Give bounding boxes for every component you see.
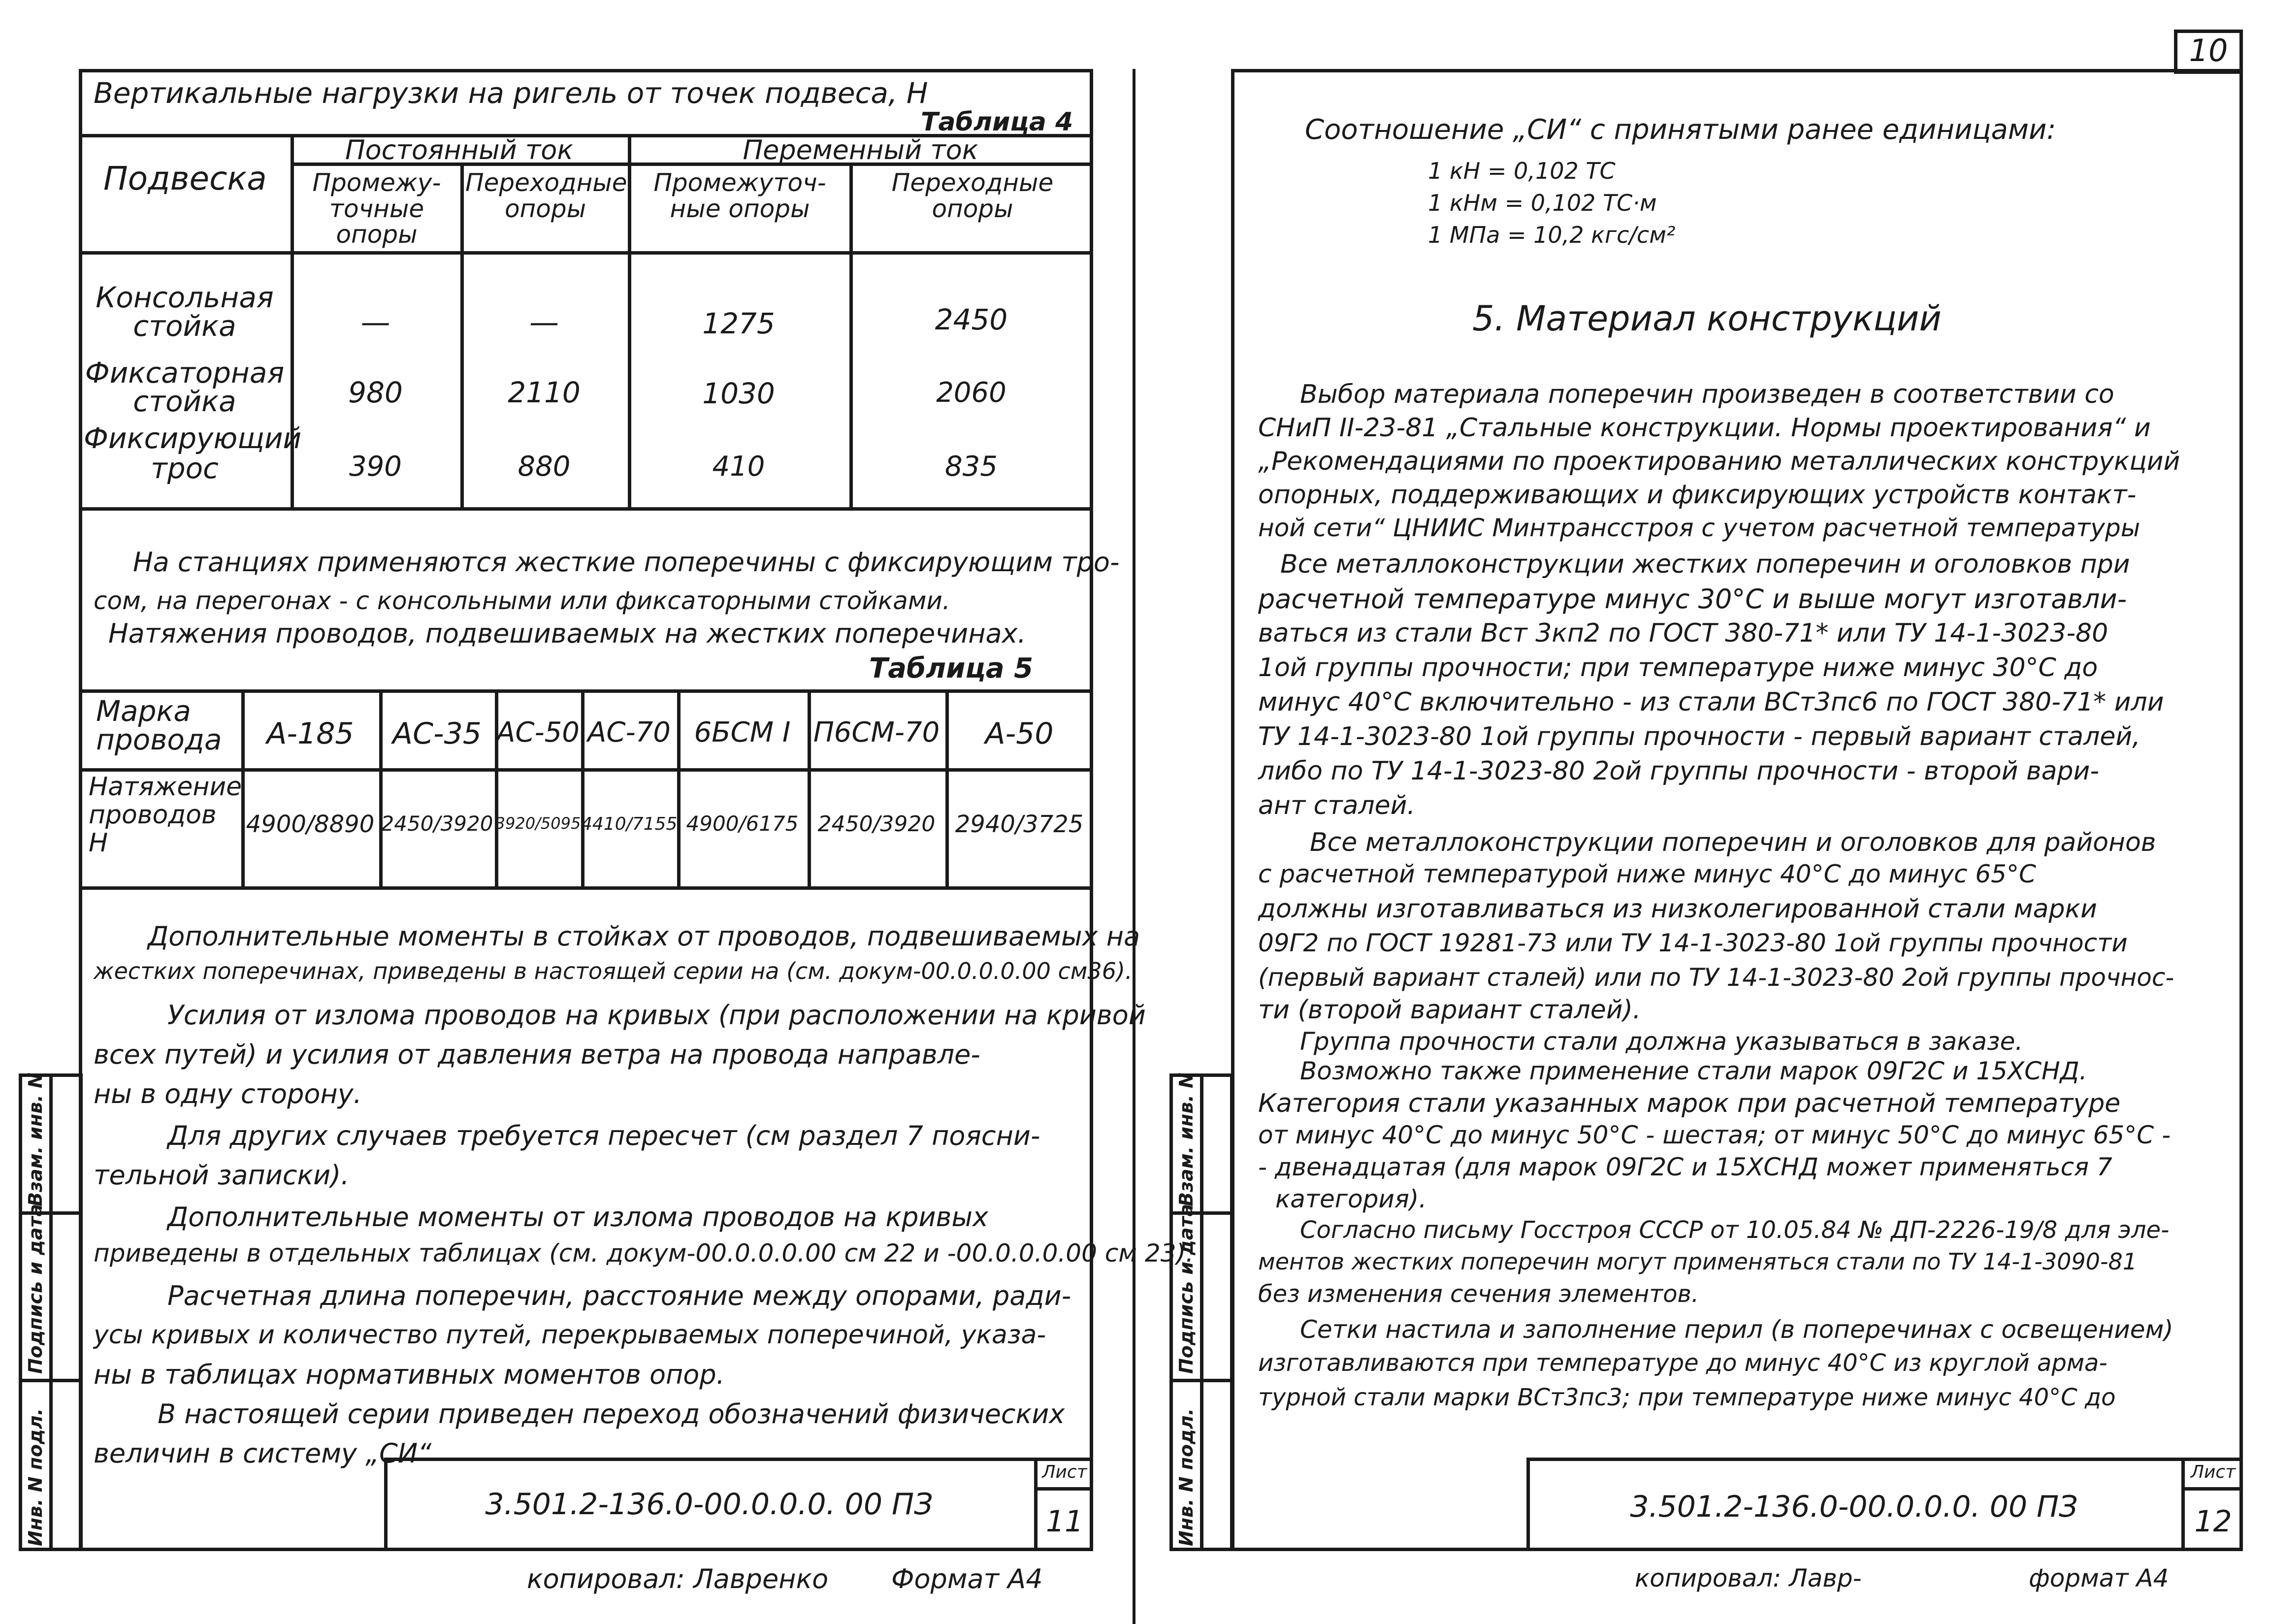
side-label-sign: Подпись и дата bbox=[1175, 1203, 1197, 1374]
unit-line: 1 кН = 0,102 ТС bbox=[1428, 158, 1616, 184]
left-para2-line: Дополнительные моменты от излома проводов на кривых bbox=[167, 1202, 988, 1233]
table5-tension: 2450/3920 bbox=[381, 812, 493, 836]
left-document-code: 3.501.2-136.0-00.0.0.0. 00 ПЗ bbox=[485, 1487, 933, 1522]
body-line: СНиП II-23-81 „Стальные конструкции. Нормы проектирования“ и bbox=[1258, 413, 2151, 443]
table4-cell: 835 bbox=[945, 451, 998, 483]
unit-line: 1 кНм = 0,102 ТС·м bbox=[1428, 190, 1657, 216]
body-line: Группа прочности стали должна указываться в заказе. bbox=[1300, 1027, 2023, 1056]
side-label-vzam: Взам. инв. N bbox=[25, 1072, 46, 1206]
units-intro: Соотношение „СИ“ с принятыми ранее единицами: bbox=[1305, 114, 2056, 146]
side-label-vzam: Взам. инв. N bbox=[1175, 1072, 1197, 1206]
left-copied-by: копировал: Лавренко bbox=[527, 1563, 829, 1594]
body-line: Все металлоконструкции поперечин и оголовков для районов bbox=[1310, 828, 2156, 857]
left-para2-line: Для других случаев требуется пересчет (см раздел 7 поясни- bbox=[167, 1120, 1040, 1151]
table4-group-dc: Постоянный ток bbox=[345, 134, 573, 165]
right-copied-by: копировал: Лавр- bbox=[1635, 1564, 1862, 1592]
table4-cell: 2060 bbox=[936, 377, 1006, 409]
body-line: Возможно также применение стали марок 09Г2С и 15ХСНД. bbox=[1300, 1057, 2087, 1085]
table4-row-name: Консольная стойка bbox=[96, 281, 274, 343]
right-sheet-number: 12 bbox=[2194, 1504, 2232, 1539]
body-line: ти (второй вариант сталей). bbox=[1258, 995, 1641, 1025]
left-para2-line: приведены в отдельных таблицах (см. докум-00.0.0.0.00 см 22 и -00.0.0.0.00 см 23). bbox=[94, 1239, 1194, 1267]
table5-brand: АС-50 bbox=[496, 716, 580, 748]
table5-tension: 2940/3725 bbox=[955, 811, 1084, 838]
left-para1-line: Натяжения проводов, подвешиваемых на жестких поперечинах. bbox=[108, 618, 1026, 649]
body-line: Согласно письму Госстроя СССР от 10.05.84 № ДП-2226-19/8 для эле- bbox=[1300, 1216, 2170, 1244]
left-sheet-number: 11 bbox=[1045, 1504, 1084, 1539]
table4-cell: 2450 bbox=[935, 303, 1008, 336]
body-line: - двенадцатая (для марок 09Г2С и 15ХСНД может применяться 7 bbox=[1258, 1153, 2112, 1181]
right-format: формат А4 bbox=[2029, 1564, 2169, 1592]
left-para2-line: жестких поперечинах, приведены в настоящей серии на (см. докум-00.0.0.0.00 см36). bbox=[94, 958, 1133, 984]
table4-cell: 1275 bbox=[702, 307, 775, 340]
table4-heading: Вертикальные нагрузки на ригель от точек подвеса, Н bbox=[94, 76, 928, 110]
body-line: Выбор материала поперечин произведен в соответствии со bbox=[1300, 380, 2114, 409]
body-line: опорных, поддерживающих и фиксирующих устройств контакт- bbox=[1258, 480, 2137, 510]
left-para2-line: Расчетная длина поперечин, расстояние между опорами, ради- bbox=[167, 1280, 1071, 1311]
body-line: (первый вариант сталей) или по ТУ 14-1-3023-80 2ой группы прочнос- bbox=[1258, 963, 2174, 992]
left-para2-line: всех путей) и усилия от давления ветра на провода направле- bbox=[94, 1039, 980, 1070]
unit-line: 1 МПа = 10,2 кгс/см² bbox=[1428, 222, 1676, 248]
left-para1-line: сом, на перегонах - с консольными или фиксаторными стойками. bbox=[94, 586, 950, 615]
table5-tension: 3920/5095 bbox=[495, 814, 581, 833]
body-line: турной стали марки ВСт3пс3; при температуре ниже минус 40°С до bbox=[1258, 1384, 2116, 1411]
body-line: Сетки настила и заполнение перил (в поперечинах с освещением) bbox=[1300, 1315, 2173, 1344]
left-para2-line: ны в таблицах нормативных моментов опор. bbox=[94, 1359, 725, 1390]
right-document-code: 3.501.2-136.0-00.0.0.0. 00 ПЗ bbox=[1630, 1490, 2078, 1524]
table5-tension: 4900/8890 bbox=[246, 811, 375, 838]
binding-divider bbox=[1133, 69, 1135, 1624]
left-format: Формат А4 bbox=[891, 1563, 1043, 1594]
table4-col-header: Подвеска bbox=[103, 160, 267, 197]
table4-sub2: Переходные опоры bbox=[465, 168, 627, 223]
table4-group-ac: Переменный ток bbox=[743, 134, 978, 165]
table4-cell: 980 bbox=[348, 376, 403, 409]
table5-brand: 6БСМ I bbox=[694, 716, 791, 748]
right-sheet-label: Лист bbox=[2190, 1462, 2236, 1482]
left-para2-line: Усилия от излома проводов на кривых (при расположении на кривой bbox=[167, 1000, 1146, 1031]
body-line: без изменения сечения элементов. bbox=[1258, 1280, 1699, 1308]
table5-tension: 4900/6175 bbox=[686, 812, 799, 836]
body-line: 1ой группы прочности; при температуре ниже минус 30°С до bbox=[1258, 653, 2098, 682]
body-line: „Рекомендациями по проектированию металлических конструкций bbox=[1258, 447, 2180, 476]
left-para2-line: тельной записки). bbox=[94, 1160, 350, 1191]
body-line: ТУ 14-1-3023-80 1ой группы прочности - первый вариант сталей, bbox=[1258, 722, 2140, 751]
left-para2-line: В настоящей серии приведен переход обозначений физических bbox=[158, 1398, 1065, 1429]
table4-cell: 1030 bbox=[702, 377, 775, 410]
table4-sub4: Переходные опоры bbox=[891, 168, 1054, 223]
table5-tension: 4410/7155 bbox=[581, 814, 678, 834]
body-line: изготавливаются при температуре до минус 40°С из круглой арма- bbox=[1258, 1349, 2108, 1377]
table4-label: Таблица 4 bbox=[921, 107, 1073, 137]
table4-cell: 410 bbox=[712, 451, 765, 483]
table5-brand: П6СМ-70 bbox=[813, 716, 940, 748]
body-line: ментов жестких поперечин могут применяться стали по ТУ 14-1-3090-81 bbox=[1258, 1248, 2138, 1275]
table5-row-header: Марка провода bbox=[96, 694, 222, 756]
body-line: ной сети“ ЦНИИС Минтрансстроя с учетом расчетной температуры bbox=[1258, 514, 2140, 542]
side-label-inv: Инв. N подл. bbox=[25, 1408, 46, 1546]
body-line: категория). bbox=[1275, 1185, 1427, 1213]
body-line: от минус 40°С до минус 50°С - шестая; от минус 50°С до минус 65°С - bbox=[1258, 1121, 2171, 1149]
table5-brand: АС-70 bbox=[587, 716, 671, 748]
table4-cell: 2110 bbox=[508, 376, 581, 409]
side-label-inv: Инв. N подл. bbox=[1175, 1408, 1197, 1546]
table4-cell: 390 bbox=[349, 451, 402, 483]
table4-cell: — bbox=[529, 305, 559, 340]
body-line: с расчетной температурой ниже минус 40°С до минус 65°С bbox=[1258, 860, 2036, 888]
left-para2-line: величин в систему „СИ“ bbox=[94, 1438, 432, 1469]
body-line: либо по ТУ 14-1-3023-80 2ой группы прочности - второй вари- bbox=[1258, 756, 2100, 786]
section-title: 5. Материал конструкций bbox=[1472, 298, 1942, 339]
left-para2-line: Дополнительные моменты в стойках от проводов, подвешиваемых на bbox=[148, 921, 1140, 952]
page-number: 10 bbox=[2189, 32, 2228, 68]
body-line: ваться из стали Вст 3кп2 по ГОСТ 380-71* или ТУ 14-1-3023-80 bbox=[1258, 618, 2108, 648]
left-para1-line: На станциях применяются жесткие поперечины с фиксирующим тро- bbox=[133, 547, 1120, 578]
side-label-sign: Подпись и дата bbox=[25, 1203, 46, 1374]
table5-brand: А-185 bbox=[266, 716, 354, 751]
table4-row-name: Фиксирующий трос bbox=[84, 422, 302, 485]
body-line: минус 40°С включительно - из стали ВСт3пс6 по ГОСТ 380-71* или bbox=[1258, 687, 2164, 717]
table5-label: Таблица 5 bbox=[869, 652, 1034, 684]
body-line: 09Г2 по ГОСТ 19281-73 или ТУ 14-1-3023-80 1ой группы прочности bbox=[1258, 929, 2128, 957]
table4-sub3: Промежуточ-ные опоры bbox=[653, 168, 826, 223]
table5-brand: А-50 bbox=[985, 716, 1054, 751]
table5-brand: АС-35 bbox=[392, 716, 482, 751]
body-line: должны изготавливаться из низколегированной стали марки bbox=[1258, 894, 2097, 924]
table4-cell: 880 bbox=[518, 451, 571, 483]
body-line: Категория стали указанных марок при расчетной температуре bbox=[1258, 1089, 2121, 1118]
table5-row-header: Натяжение проводов Н bbox=[89, 772, 242, 858]
body-line: Все металлоконструкции жестких поперечин и оголовков при bbox=[1280, 550, 2130, 579]
table5-tension: 2450/3920 bbox=[817, 812, 936, 837]
table4-row-name: Фиксаторная стойка bbox=[85, 356, 285, 418]
body-line: расчетной температуре минус 30°С и выше могут изготавли- bbox=[1258, 584, 2127, 615]
left-sheet-label: Лист bbox=[1042, 1462, 1087, 1482]
left-para2-line: ны в одну сторону. bbox=[94, 1078, 362, 1109]
table4-sub1: Промежу-точные опоры bbox=[312, 168, 441, 249]
body-line: ант сталей. bbox=[1258, 791, 1415, 820]
left-para2-line: усы кривых и количество путей, перекрываемых поперечиной, указа- bbox=[94, 1320, 1046, 1350]
table4-cell: — bbox=[360, 305, 390, 340]
